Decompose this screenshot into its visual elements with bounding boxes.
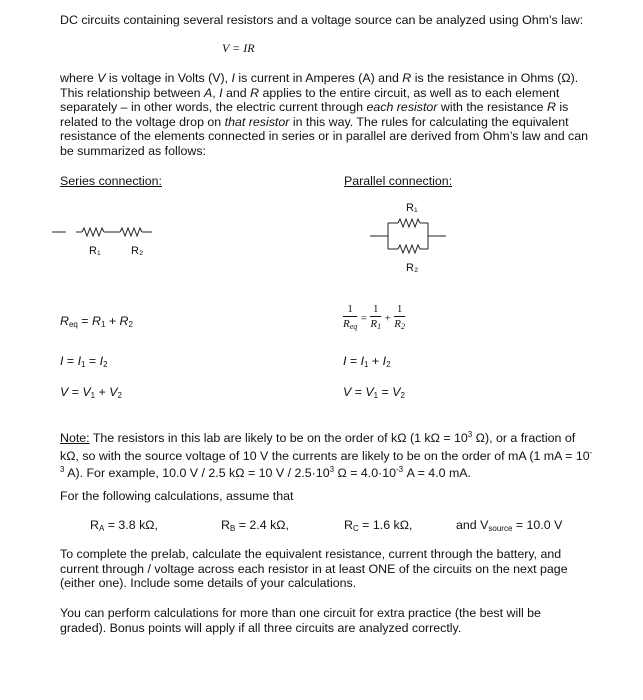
series-current-formula: $I = I_1 = I_2$	[60, 354, 108, 369]
parallel-current-formula: $I = I_1 + I_2$	[343, 354, 391, 369]
series-voltage-formula: $V = V_1 + V_2$	[60, 385, 122, 400]
parallel-r2-label: R₂	[406, 262, 419, 274]
series-resistor-diagram	[52, 222, 162, 242]
rb-value: $R_B = 2.4$ kΩ,	[221, 518, 289, 533]
assume-text: For the following calculations, assume that	[60, 489, 294, 503]
parallel-req-formula: $\frac{1}{R_{eq}}$ = $\frac{1}{R_1}$ + $\frac{1}{R_2}$	[343, 303, 406, 331]
rc-value: $R_C = 1.6$ kΩ,	[344, 518, 413, 533]
parallel-r1-label: R₁	[406, 202, 418, 214]
series-heading: Series connection:	[60, 174, 162, 188]
parallel-resistor-diagram	[370, 212, 450, 262]
bonus-note: You can perform calculations for more than one circuit for extra practice (the best will be graded). Bonus points will apply if all three circuits are analyzed correctly.	[60, 606, 541, 635]
series-r2-label: R₂	[131, 245, 144, 257]
note-paragraph: Note: The resistors in this lab are likely to be on the order of kΩ (1 $k\Omega = 10^3$ Ω), or a fraction of kΩ, so with the source voltage of 10 V the currents are likely to be on the order of mA (1 mA = $10^{-3}$ A). For example, 10.0 V / 2.5 kΩ = 10 $V / 2.5\cdot 10^3$ $\Omega = 4.0\cdot 10^{-3}$ A = 4.0 mA.	[60, 430, 593, 481]
ohm-law-equation: V = IR	[222, 41, 255, 55]
ra-value: $R_A = 3.8$ kΩ,	[90, 518, 158, 533]
parallel-voltage-formula: $V = V_1 = V_2$	[343, 385, 405, 400]
parallel-heading: Parallel connection:	[344, 174, 453, 188]
series-req-formula: $R_{eq} = R_1 + R_2$	[60, 314, 133, 329]
intro-text: DC circuits containing several resistors and a voltage source can be analyzed using Ohm’s law:	[60, 13, 584, 27]
ohm-law-explanation: where V is voltage in Volts (V), I is current in Amperes (A) and R is the resistance in Ohms (Ω). This relationship between A, I and R applies to the entire circuit, as well as to each element separately – in other words, the electric current through each resistor with the resistance R is related to the voltage drop on that resistor in this way. The rules for calculating the equivalent resistance of the elements connected in series or in parallel are derived from Ohm’s law and can be summarized as follows:	[60, 71, 589, 158]
vsource-value: and $V_{source} = 10.0$ V	[456, 518, 563, 533]
series-r1-label: R₁	[89, 245, 101, 257]
prelab-instructions: To complete the prelab, calculate the equivalent resistance, current through the battery, and current through / voltage across each resistor in at least ONE of the circuits on the next page (either one). Include some details of your calculations.	[60, 547, 568, 591]
